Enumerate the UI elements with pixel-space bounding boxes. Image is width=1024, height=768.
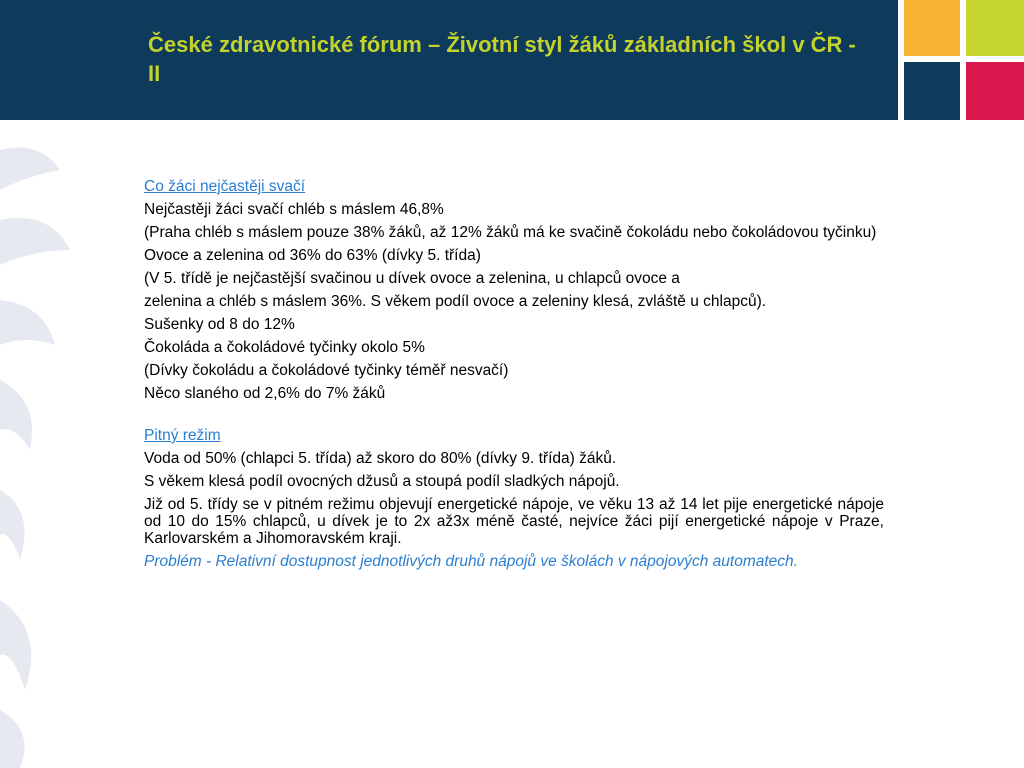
text-line: Něco slaného od 2,6% do 7% žáků xyxy=(144,385,386,402)
decor-square-red xyxy=(966,62,1024,120)
text-line: Sušenky od 8 do 12% xyxy=(144,316,295,333)
text-line: Čokoláda a čokoládové tyčinky okolo 5% xyxy=(144,339,425,356)
content-body xyxy=(144,178,884,576)
page-title: České zdravotnické fórum – Životní styl žáků základních škol v ČR - II xyxy=(148,32,856,86)
text-line: Voda od 50% (chlapci 5. třída) až skoro do 80% (dívky 9. třída) žáků. xyxy=(144,450,617,467)
sun-watermark-icon xyxy=(0,130,120,768)
section-heading-snacks[interactable]: Co žáci nejčastěji svačí xyxy=(144,178,306,195)
text-line: (Dívky čokoládu a čokoládové tyčinky téměř nesvačí) xyxy=(144,362,509,379)
decor-square-lime xyxy=(966,0,1024,56)
text-line: Nejčastěji žáci svačí chléb s máslem 46,8% xyxy=(144,201,444,218)
header-bar xyxy=(0,0,898,120)
text-line: S věkem klesá podíl ovocných džusů a stoupá podíl sladkých nápojů. xyxy=(144,473,620,490)
spacer xyxy=(144,408,884,427)
problem-note: Problém - Relativní dostupnost jednotlivých druhů nápojů ve školách v nápojových automatech. xyxy=(144,553,798,570)
text-line: (V 5. třídě je nejčastější svačinou u dívek ovoce a zelenina, u chlapců ovoce a xyxy=(144,270,680,287)
text-line: zelenina a chléb s máslem 36%. S věkem podíl ovoce a zeleniny klesá, zvláště u chlapců). xyxy=(144,293,767,310)
text-line: Již od 5. třídy se v pitném režimu objevují energetické nápoje, ve věku 13 až 14 let pije energetické nápoje od 10 do 15% chlapců, u dívek je to 2x až3x méně časté, nejvíce žáci pijí energetické nápoje v Praze, Karlovarském a Jihomoravském kraji. xyxy=(144,496,884,547)
text-line: Ovoce a zelenina od 36% do 63% (dívky 5. třída) xyxy=(144,247,481,264)
decor-square-navy xyxy=(904,62,960,120)
text-line: (Praha chléb s máslem pouze 38% žáků, až 12% žáků má ke svačině čokoládu nebo čokoládovou tyčinku) xyxy=(144,224,877,241)
decor-square-orange xyxy=(904,0,960,56)
section-heading-drinks[interactable]: Pitný režim xyxy=(144,427,221,444)
